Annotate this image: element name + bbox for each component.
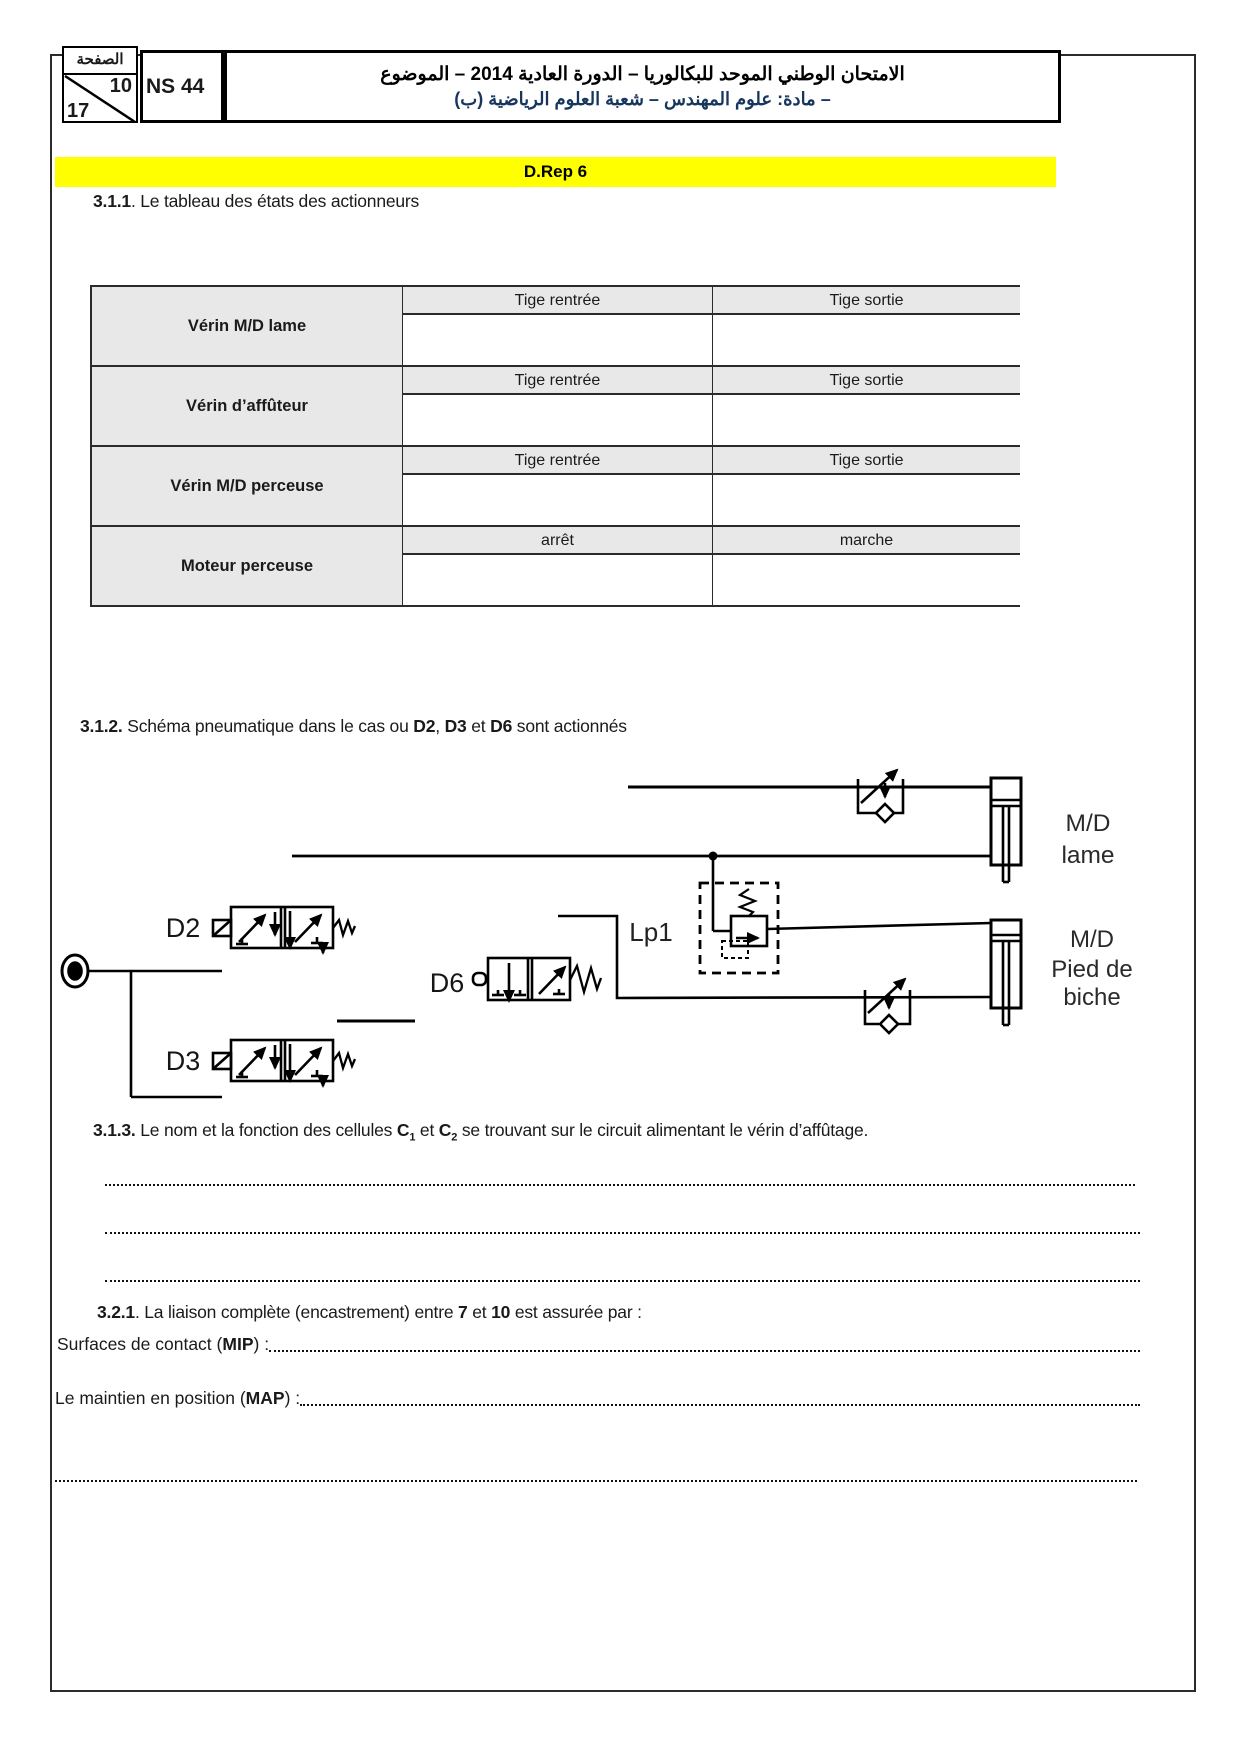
- section-312-text: ,: [435, 716, 445, 736]
- cylinder-md-lame: [991, 778, 1021, 882]
- label-cyl1-line1: M/D: [1065, 810, 1111, 837]
- actuator-name: Moteur perceuse: [92, 527, 402, 605]
- state-header: Tige sortie: [712, 287, 1020, 315]
- flow-control-valve-2: [865, 979, 910, 1033]
- answer-line: [105, 1262, 1140, 1282]
- answer-cell: [712, 395, 1020, 445]
- section-312-text: sont actionnés: [512, 716, 627, 736]
- section-312-text: Schéma pneumatique dans le cas ou: [122, 716, 414, 736]
- actuator-name: Vérin d’affûteur: [92, 367, 402, 445]
- answer-cell: [712, 315, 1020, 365]
- section-321-text: . La liaison complète (encastrement) entre: [134, 1302, 459, 1322]
- spring-icon: [570, 966, 601, 992]
- current-page: 10: [109, 75, 132, 97]
- exam-title-line2: – مادة: علوم المهندس – شعبة العلوم الرياضية (ب): [454, 89, 831, 109]
- section-313-text: Le nom et la fonction des cellules: [135, 1120, 397, 1140]
- spring-icon: [740, 889, 755, 916]
- answer-cell: [402, 395, 712, 445]
- spring-icon: [333, 920, 355, 935]
- state-header: marche: [712, 527, 1020, 555]
- answer-cell: [402, 475, 712, 525]
- part-ref-10: 10: [491, 1302, 511, 1322]
- label-cyl2-line2: Pied de: [1051, 956, 1133, 983]
- section-321-text: est assurée par :: [510, 1302, 642, 1322]
- section-311-text: . Le tableau des états des actionneurs: [130, 191, 420, 211]
- cell-ref-c1-sub: 1: [409, 1131, 416, 1144]
- section-312-number: 3.1.2.: [80, 716, 123, 736]
- map-acronym: MAP: [245, 1388, 285, 1408]
- exam-title-box: [224, 50, 1061, 123]
- pneumatic-schematic: [50, 748, 1150, 1110]
- answer-cell: [402, 315, 712, 365]
- valve-d3: [213, 1040, 355, 1086]
- actuator-states-table: [90, 285, 1020, 607]
- label-d6: D6: [429, 968, 465, 998]
- answer-line: [55, 1462, 1137, 1482]
- section-311-heading: [93, 191, 419, 212]
- section-313-number: 3.1.3.: [93, 1120, 136, 1140]
- section-313-heading: [93, 1120, 868, 1144]
- air-source-icon: [62, 955, 88, 987]
- answer-line: [105, 1214, 1140, 1234]
- valve-ref-d3: D3: [444, 716, 467, 736]
- total-pages: 17: [67, 100, 90, 122]
- state-header: Tige rentrée: [402, 287, 712, 315]
- table-row: [92, 285, 1018, 365]
- cell-ref-c1: C: [396, 1120, 410, 1140]
- cylinder-md-pied-de-biche: [991, 920, 1021, 1025]
- answer-cell: [402, 555, 712, 605]
- label-cyl2-line3: biche: [1063, 984, 1121, 1011]
- valve-ref-d6: D6: [490, 716, 513, 736]
- section-321-text: et: [467, 1302, 492, 1322]
- map-label: Le maintien en position (: [55, 1388, 246, 1408]
- spring-icon: [333, 1053, 355, 1068]
- label-d3: D3: [165, 1046, 201, 1076]
- exam-code: NS 44: [146, 74, 205, 98]
- section-312-text: et: [466, 716, 491, 736]
- section-313-text: se trouvant sur le circuit alimentant le vérin d’affûtage.: [457, 1120, 869, 1140]
- state-header: Tige rentrée: [402, 447, 712, 475]
- answer-sheet-banner: D.Rep 6: [55, 157, 1056, 187]
- exam-title-line1: الامتحان الوطني الموحد للبكالوريا – الدورة العادية 2014 – الموضوع: [380, 64, 905, 85]
- valve-d2: [213, 907, 355, 953]
- label-lp1: Lp1: [629, 917, 673, 947]
- state-header: Tige rentrée: [402, 367, 712, 395]
- valve-ref-d2: D2: [413, 716, 436, 736]
- answer-line: [300, 1404, 1140, 1406]
- valve-d6: [473, 958, 601, 1001]
- part-ref-7: 7: [458, 1302, 468, 1322]
- answer-cell: [712, 475, 1020, 525]
- actuator-name: Vérin M/D lame: [92, 287, 402, 365]
- lp1-outlet-wire: [767, 923, 991, 929]
- answer-line: [105, 1166, 1135, 1186]
- cell-ref-c2-sub: 2: [451, 1131, 458, 1144]
- section-321-heading: [97, 1302, 642, 1323]
- answer-line: [269, 1350, 1140, 1352]
- state-header: Tige sortie: [712, 367, 1020, 395]
- map-answer-row: [55, 1388, 1140, 1409]
- label-cyl1-line2: lame: [1061, 842, 1115, 869]
- section-313-text: et: [415, 1120, 439, 1140]
- table-row: [92, 445, 1018, 525]
- mip-label: Surfaces de contact (: [57, 1334, 223, 1354]
- label-d2: D2: [165, 913, 201, 943]
- mip-label: ) :: [253, 1334, 270, 1354]
- table-row: [92, 525, 1018, 605]
- page-number-box: [62, 46, 138, 123]
- label-cyl2-line1: M/D: [1070, 926, 1114, 953]
- table-row: [92, 365, 1018, 445]
- answer-cell: [712, 555, 1020, 605]
- cell-ref-c2: C: [438, 1120, 452, 1140]
- section-312-heading: [80, 716, 627, 737]
- map-label: ) :: [284, 1388, 301, 1408]
- actuator-name: Vérin M/D perceuse: [92, 447, 402, 525]
- page-fraction: [64, 75, 136, 123]
- mip-answer-row: [57, 1334, 1140, 1355]
- state-header: arrêt: [402, 527, 712, 555]
- exam-code-box: [140, 50, 224, 123]
- state-header: Tige sortie: [712, 447, 1020, 475]
- section-311-number: 3.1.1: [93, 191, 131, 211]
- flow-control-valve-1: [858, 770, 903, 822]
- section-321-number: 3.2.1: [97, 1302, 135, 1322]
- mip-acronym: MIP: [222, 1334, 254, 1354]
- page-label: الصفحة: [64, 48, 136, 75]
